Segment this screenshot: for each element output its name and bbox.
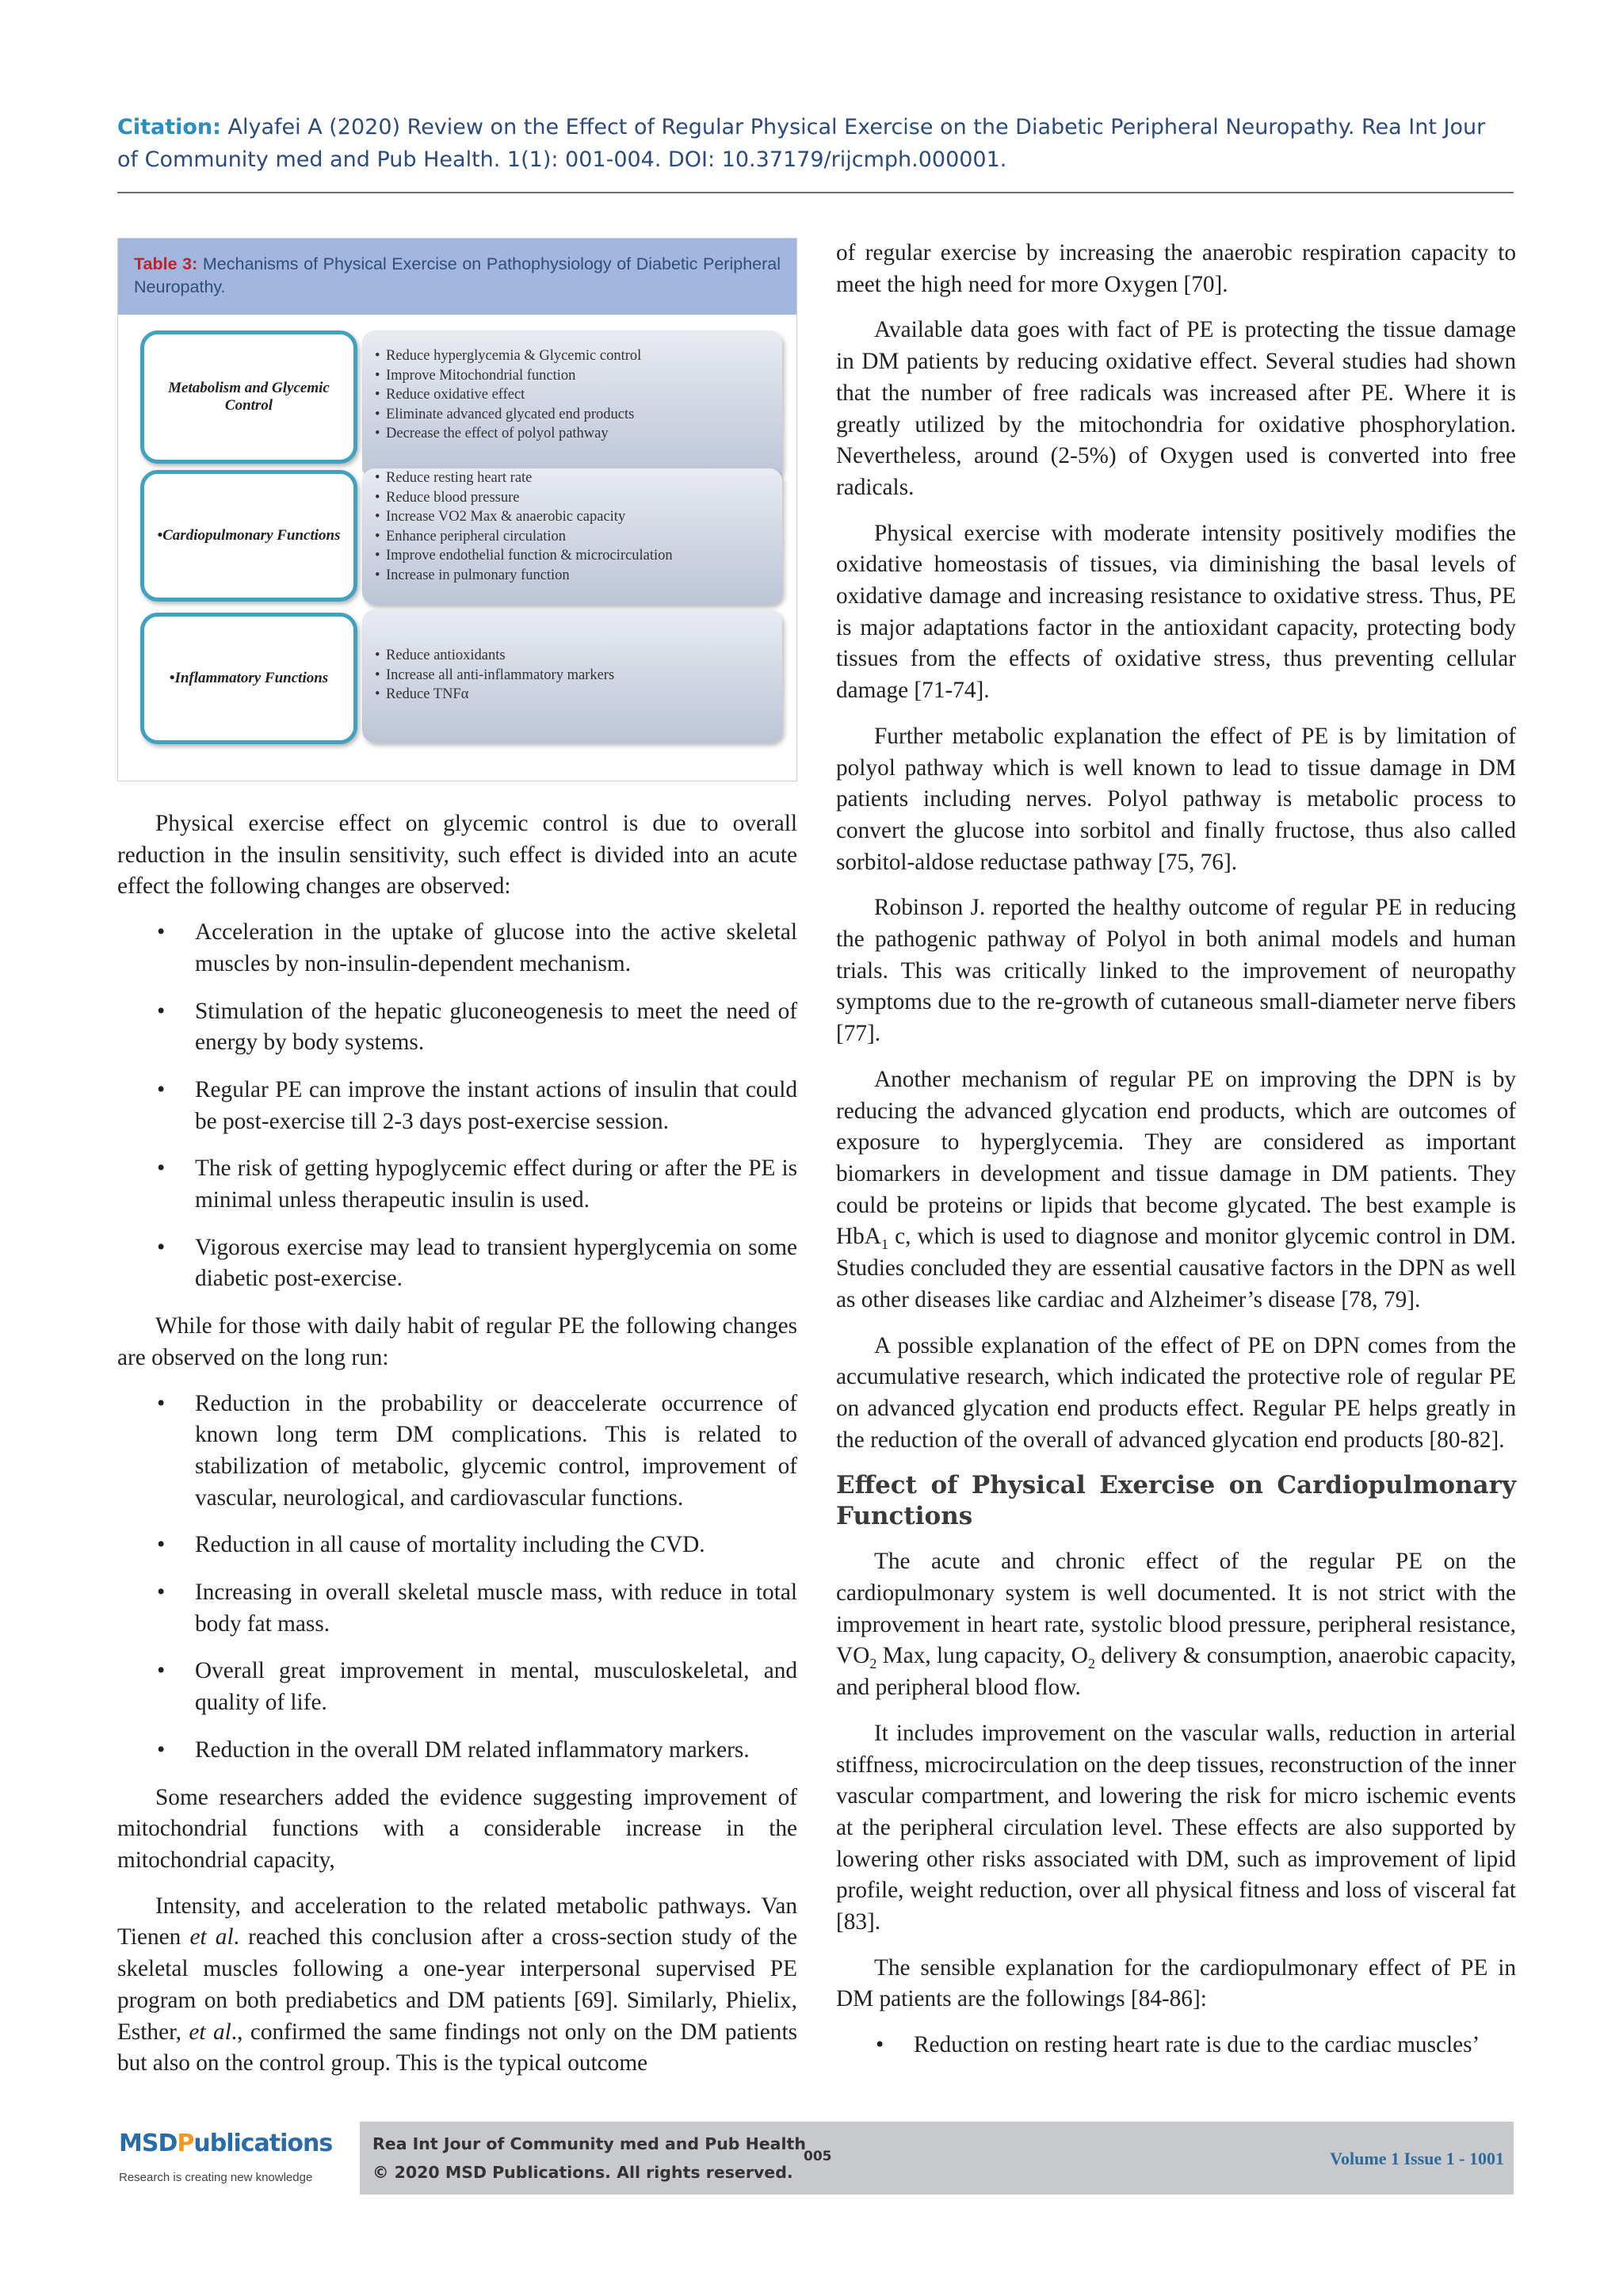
logo-wordmark <box>119 2130 332 2157</box>
publisher-logo <box>117 2122 353 2195</box>
citation <box>117 111 1512 176</box>
paragraph: Robinson J. reported the healthy outcome of regular PE in reducing the pathogenic pathway of Polyol in both animal models and human trials. This was critically linked to the improvement of neuropathy symptoms due to the re-growth of cutaneous small-diameter nerve fibers [77]. <box>836 895 1516 1047</box>
list-item: • Stimulation of the hepatic gluconeogenesis to meet the need of energy by body systems. <box>117 996 797 1059</box>
mechanism-item: • Increase all anti-inflammatory markers <box>362 666 782 686</box>
footer-bar <box>360 2122 1514 2195</box>
mechanism-item: • Improve endothelial function & microcirculation <box>362 546 782 566</box>
list-item: • Reduction in all cause of mortality including the CVD. <box>117 1530 797 1561</box>
paragraph: It includes improvement on the vascular walls, reduction in arterial stiffness, microcirculation on the deep tissues, reconstruction of the inner vascular compartment, and lowering the risk for micro ischemic events at the peripheral circulation level. These effects are also supported by lowering other risks associated with DM, such as improvement of lipid profile, weight reduction, over all physical fitness and loss of visceral fat [83]. <box>836 1720 1516 1935</box>
list-item: • Reduction in the overall DM related inflammatory markers. <box>117 1735 797 1767</box>
mechanism-item: • Reduce hyperglycemia & Glycemic control <box>362 346 782 366</box>
logo-part: MSD <box>119 2130 178 2157</box>
list-item: • Reduction in the probability or deaccelerate occurrence of known long term DM complications. This is related to stabilization of metabolic, glycemic control, improvement of vascular, neurological, and cardiovascular functions. <box>117 1389 797 1515</box>
mechanism-item: • Reduce blood pressure <box>362 488 782 508</box>
text-run: c, which is used to diagnose and monitor glycemic control in DM. Studies concluded they are essential causative factors in the DPN as well as other diseases like cardiac and Alzheimer’s disease [78, 79]. <box>836 1224 1516 1312</box>
paragraph: of regular exercise by increasing the anaerobic respiration capacity to meet the high need for more Oxygen [70]. <box>836 240 1516 297</box>
long-run-effects-list <box>117 1389 797 1767</box>
paragraph: Some researchers added the evidence suggesting improvement of mitochondrial functions with a considerable increase in the mitochondrial capacity, <box>117 1784 797 1873</box>
mechanism-item: • Increase VO2 Max & anaerobic capacity <box>362 507 782 527</box>
list-item: • Vigorous exercise may lead to transient hyperglycemia on some diabetic post-exercise. <box>117 1232 797 1295</box>
subscript: 2 <box>869 1656 877 1672</box>
list-item: • The risk of getting hypoglycemic effect during or after the PE is minimal unless therapeutic insulin is used. <box>117 1153 797 1216</box>
paragraph: Available data goes with fact of PE is protecting the tissue damage in DM patients by reducing oxidative effect. Several studies had shown that the number of free radicals was increased after PE. Where it is greatly utilized by the mitochondria for oxidative phosphorylation. Nevertheless, around (2-5%) of Oxygen used is converted into free radicals. <box>836 317 1516 500</box>
mechanism-item: • Improve Mitochondrial function <box>362 366 782 386</box>
mechanism-item: • Increase in pulmonary function <box>362 566 782 586</box>
copyright: © 2020 MSD Publications. All rights reserved. <box>372 2163 793 2182</box>
page-number: 005 <box>804 2149 832 2164</box>
mechanism-item: • Reduce antioxidants <box>362 646 782 666</box>
italic-text: et al <box>189 1924 234 1950</box>
paragraph: A possible explanation of the effect of PE on DPN comes from the accumulative research, which indicated the protective role of regular PE on advanced glycation end products effect. Regular PE helps greatly in the reduction of the overall of advanced glycation end products [80-82]. <box>836 1332 1516 1453</box>
subscript: 2 <box>1087 1656 1095 1672</box>
text-run: ., confirmed the same findings not only on the DM patients but also on the control group. This is the typical outcome <box>117 2019 797 2076</box>
category-inflammatory: •Inflammatory Functions <box>140 613 357 744</box>
left-column <box>117 238 797 2094</box>
table-3-figure <box>117 238 797 781</box>
section-heading: Effect of Physical Exercise on Cardiopulmonary Functions <box>836 1471 1516 1531</box>
list-item: • Overall great improvement in mental, musculoskeletal, and quality of life. <box>117 1656 797 1718</box>
volume-issue: Volume 1 Issue 1 - 1001 <box>1330 2149 1504 2168</box>
page-footer <box>117 2122 1514 2195</box>
citation-label: Citation: <box>117 115 221 139</box>
logo-part: ublications <box>193 2130 333 2157</box>
mechanism-item: • Enhance peripheral circulation <box>362 527 782 547</box>
table-label: Table 3: <box>134 254 198 273</box>
subscript: 1 <box>880 1236 888 1253</box>
paragraph: Physical exercise effect on glycemic control is due to overall reduction in the insulin sensitivity, such effect is divided into an acute effect the following changes are observed: <box>117 811 797 900</box>
mechanism-item: • Eliminate advanced glycated end products <box>362 405 782 425</box>
list-item: • Regular PE can improve the instant actions of insulin that could be post-exercise till 2-3 days post-exercise session. <box>117 1075 797 1137</box>
citation-text: Alyafei A (2020) Review on the Effect of Regular Physical Exercise on the Diabetic Peripheral Neuropathy. Rea Int Jour of Community med and Pub Health. 1(1): 001-004. DOI: 10.37179/rijcmph.000001. <box>117 115 1486 172</box>
table-caption <box>118 239 796 315</box>
table-caption-text: Mechanisms of Physical Exercise on Pathophysiology of Diabetic Peripheral Neuropathy. <box>134 254 781 296</box>
text-run: delivery & consumption, anaerobic capacity, and peripheral blood flow. <box>836 1643 1516 1701</box>
paragraph: While for those with daily habit of regular PE the following changes are observed on the long run: <box>117 1313 797 1370</box>
mechanism-panel-inflammatory <box>362 609 782 743</box>
cardiopulmonary-list <box>836 2030 1516 2061</box>
paragraph: Further metabolic explanation the effect of PE is by limitation of polyol pathway which is well known to lead to tissue damage in DM patients including nerves. Polyol pathway is metabolic process to convert the glucose into sorbitol and finally fructose, thus also called sorbitol-aldose reductase pathway [75, 76]. <box>836 723 1516 875</box>
logo-tagline: Research is creating new knowledge <box>119 2171 313 2184</box>
mechanism-item: • Reduce TNFα <box>362 685 782 705</box>
paragraph: The sensible explanation for the cardiopulmonary effect of PE in DM patients are the followings [84-86]: <box>836 1954 1516 2012</box>
header-rule <box>117 192 1514 193</box>
list-item: • Increasing in overall skeletal muscle mass, with reduce in total body fat mass. <box>117 1577 797 1640</box>
right-column <box>836 238 1516 2077</box>
journal-name: Rea Int Jour of Community med and Pub Health <box>372 2134 806 2153</box>
category-metabolism: Metabolism and Glycemic Control <box>140 330 357 464</box>
text-run: Max, lung capacity, O <box>876 1643 1088 1669</box>
paragraph <box>836 1546 1516 1704</box>
mechanism-panel-metabolism <box>362 330 782 479</box>
text-run: Another mechanism of regular PE on improving the DPN is by reducing the advanced glycation end products, which are outcomes of exposure to hyperglycemia. They are considered as important biomarkers in development and tissue damage in DM patients. They could be proteins or lipids that become glycated. The best example is HbA <box>836 1066 1516 1250</box>
mechanism-item: • Decrease the effect of polyol pathway <box>362 424 782 444</box>
list-item: • Acceleration in the uptake of glucose into the active skeletal muscles by non-insulin-dependent mechanism. <box>117 917 797 980</box>
text-run: Intensity, and acceleration to the related metabolic pathways. Van Tienen <box>117 1893 797 1950</box>
italic-text: et al <box>189 2019 231 2045</box>
paragraph <box>836 1064 1516 1316</box>
category-cardiopulmonary: •Cardiopulmonary Functions <box>140 470 357 602</box>
paragraph <box>117 1891 797 2080</box>
logo-part: P <box>177 2130 194 2157</box>
acute-effects-list <box>117 917 797 1295</box>
text-run: The acute and chronic effect of the regular PE on the cardiopulmonary system is well documented. It is not strict with the improvement in heart rate, systolic blood pressure, peripheral resistance, VO <box>836 1549 1516 1669</box>
mechanism-item: • Reduce oxidative effect <box>362 385 782 405</box>
text-run: . reached this conclusion after a cross-section study of the skeletal muscles following a one-year interpersonal supervised PE program on both prediabetics and DM patients [69]. Similarly, Phielix, Esther, <box>117 1924 797 2045</box>
list-item: • Reduction on resting heart rate is due to the cardiac muscles’ <box>836 2030 1516 2061</box>
paragraph: Physical exercise with moderate intensity positively modifies the oxidative homeostasis of tissues, via diminishing the basal levels of oxidative damage and increasing resistance to oxidative stress. Thus, PE is major adaptations factor in the antioxidant capacity, protecting body tissues from the effects of oxidative stress, thus preventing cellular damage [71-74]. <box>836 520 1516 704</box>
mechanism-item: • Reduce resting heart rate <box>362 468 782 488</box>
mechanism-panel-cardiopulmonary <box>362 468 782 605</box>
